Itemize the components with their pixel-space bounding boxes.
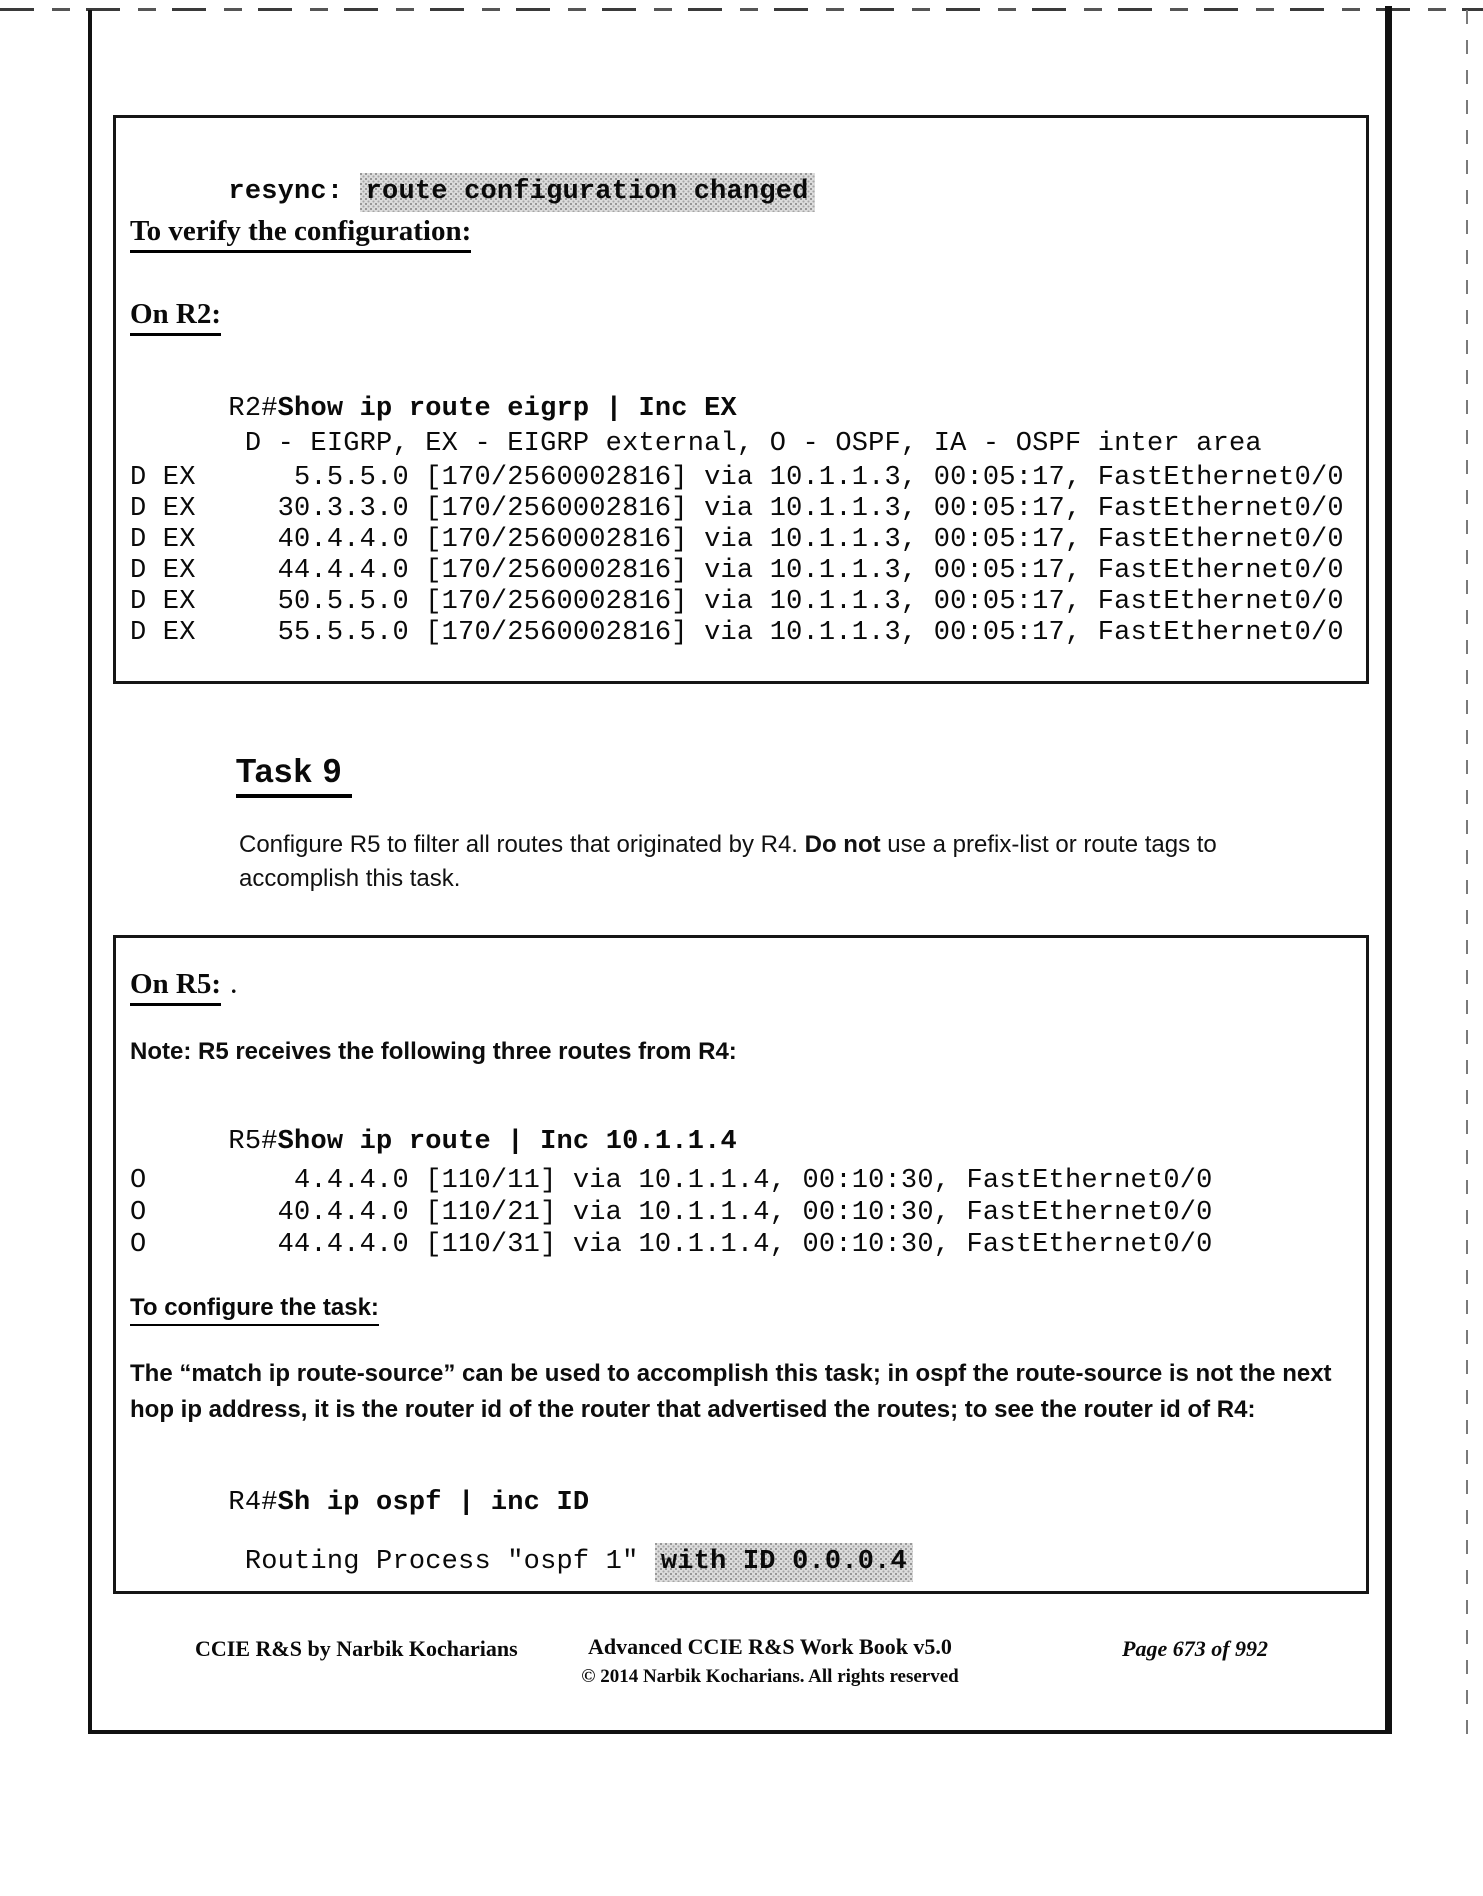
route-line: D EX 30.3.3.0 [170/2560002816] via 10.1.1.3, 00:05:17, FastEthernet0/0	[130, 494, 1344, 524]
task-9-heading: Task 9	[236, 752, 352, 798]
task-9-description	[239, 828, 1231, 896]
footer-author: CCIE R&S by Narbik Kocharians	[195, 1636, 518, 1661]
page-right-faint-dashed-line	[1466, 10, 1468, 1734]
resync-label: resync:	[228, 177, 360, 207]
configure-task-heading: To configure the task:	[130, 1294, 379, 1326]
page-right-edge-line	[1385, 6, 1392, 1734]
routing-process-text: Routing Process "ospf 1"	[228, 1547, 655, 1577]
footer-book-title: Advanced CCIE R&S Work Book v5.0	[588, 1634, 952, 1659]
route-line: D EX 40.4.4.0 [170/2560002816] via 10.1.1.3, 00:05:17, FastEthernet0/0	[130, 525, 1344, 555]
stray-dot-mark: .	[231, 973, 237, 998]
page-left-edge-line	[88, 10, 92, 1734]
highlight-router-id: with ID 0.0.0.4	[655, 1543, 913, 1582]
r2-command: Show ip route eigrp | Inc EX	[277, 394, 737, 424]
highlight-route-config-changed: route configuration changed	[360, 173, 815, 212]
on-r5-heading: On R5:	[130, 968, 221, 1006]
explanation-paragraph: The “match ip route-source” can be used to accomplish this task; in ospf the route-source is not the next hop ip address, it is the router id of the router that advertised the routes; to see the router id of R4:	[130, 1360, 1332, 1423]
task-desc-text-after: use a prefix-list or route tags to accomplish this task.	[239, 831, 1217, 892]
r4-prompt: R4#	[228, 1488, 278, 1518]
r5-prompt: R5#	[228, 1127, 278, 1157]
task-desc-bold-text: Do not	[804, 831, 881, 858]
route-line: D EX 55.5.5.0 [170/2560002816] via 10.1.1.3, 00:05:17, FastEthernet0/0	[130, 618, 1344, 648]
ospf-route-line: O 44.4.4.0 [110/31] via 10.1.1.4, 00:10:30, FastEthernet0/0	[130, 1230, 1213, 1260]
page-bottom-edge-line	[88, 1730, 1392, 1734]
r5-command: Show ip route | Inc 10.1.1.4	[277, 1127, 737, 1157]
route-line: D EX 50.5.5.0 [170/2560002816] via 10.1.1.3, 00:05:17, FastEthernet0/0	[130, 587, 1344, 617]
page-top-dashed-line	[0, 8, 1483, 11]
r2-prompt: R2#	[228, 394, 278, 424]
ospf-route-line: O 4.4.4.0 [110/11] via 10.1.1.4, 00:10:30, FastEthernet0/0	[130, 1166, 1213, 1196]
route-line: D EX 5.5.5.0 [170/2560002816] via 10.1.1.3, 00:05:17, FastEthernet0/0	[130, 463, 1344, 493]
on-r2-heading: On R2:	[130, 298, 221, 336]
footer-page-number: Page 673 of 992	[1122, 1636, 1269, 1661]
console-box-r5	[113, 935, 1369, 1594]
verify-configuration-heading: To verify the configuration:	[130, 215, 471, 253]
note-line: Note: R5 receives the following three routes from R4:	[130, 1038, 737, 1065]
route-line: D EX 44.4.4.0 [170/2560002816] via 10.1.1.3, 00:05:17, FastEthernet0/0	[130, 556, 1344, 586]
routing-process-line	[130, 1516, 913, 1609]
console-box-r2	[113, 115, 1369, 684]
route-legend: D - EIGRP, EX - EIGRP external, O - OSPF, IA - OSPF inter area	[130, 429, 1262, 459]
ospf-route-line: O 40.4.4.0 [110/21] via 10.1.1.4, 00:10:30, FastEthernet0/0	[130, 1198, 1213, 1228]
footer-copyright: © 2014 Narbik Kocharians. All rights reserved	[581, 1666, 959, 1687]
r4-command: Sh ip ospf | inc ID	[277, 1488, 590, 1518]
task-desc-text: Configure R5 to filter all routes that originated by R4.	[239, 831, 805, 858]
